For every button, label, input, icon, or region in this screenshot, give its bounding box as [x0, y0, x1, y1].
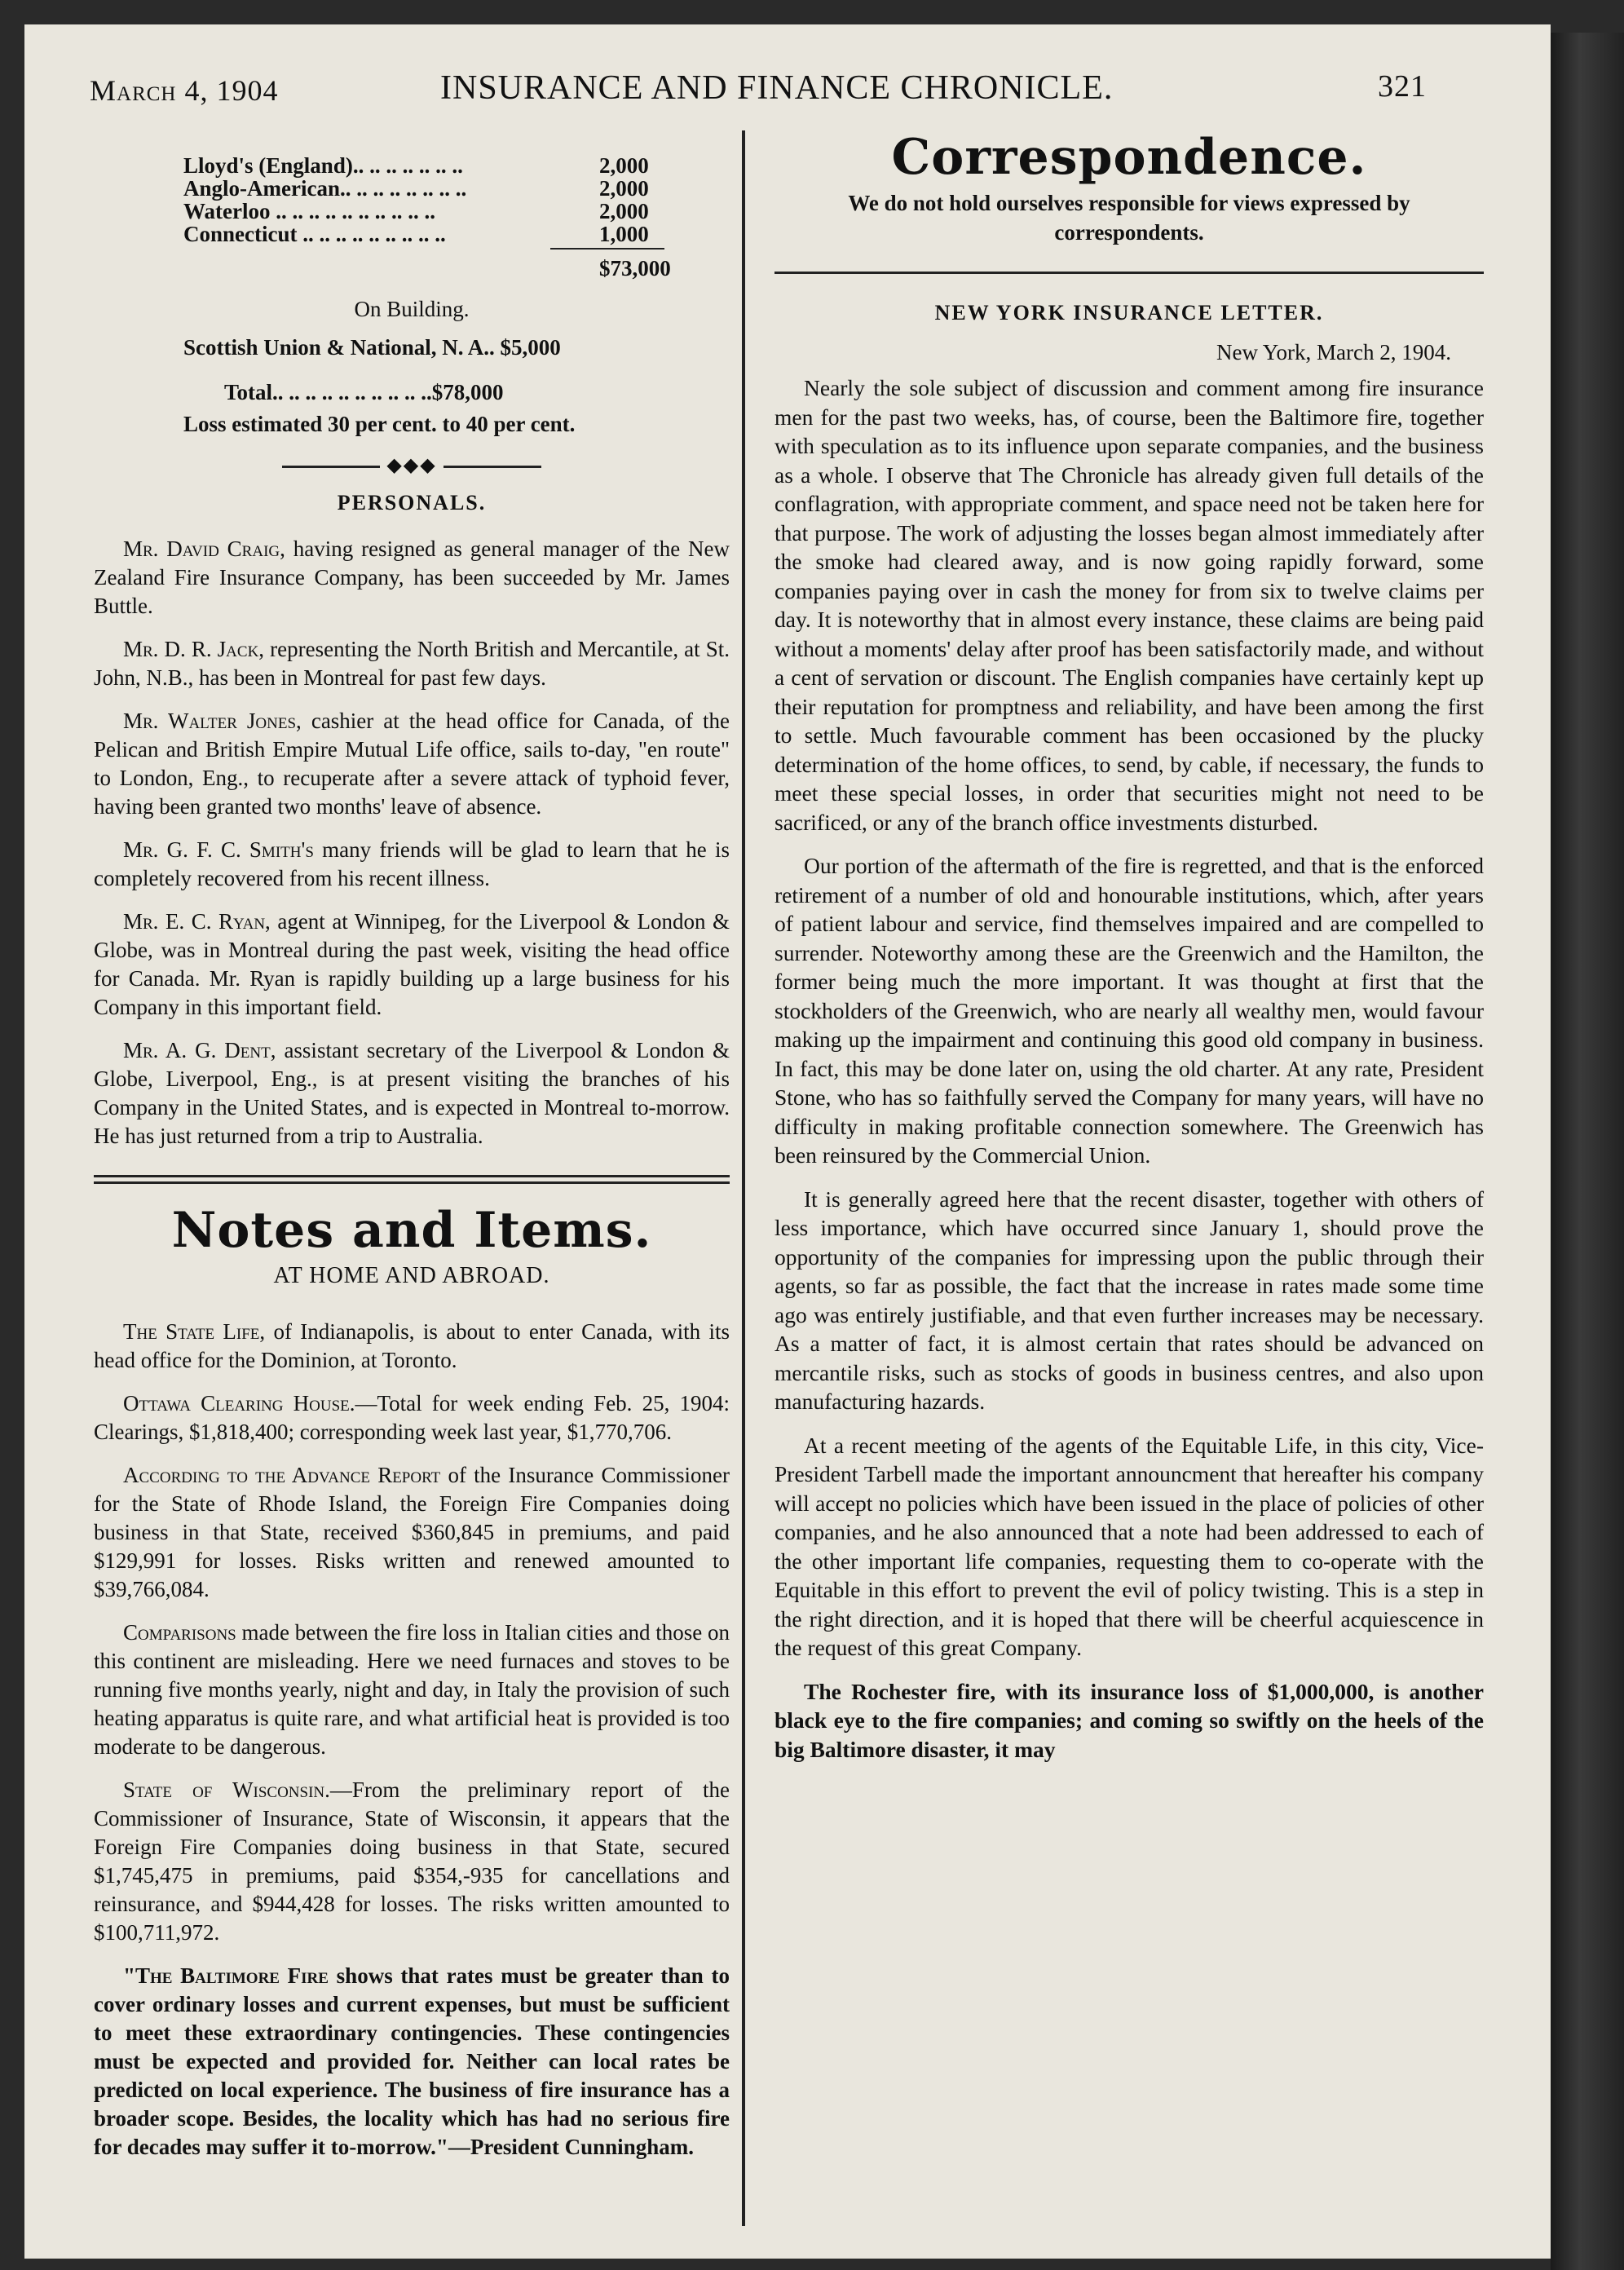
- newspaper-page: [24, 24, 1551, 2259]
- note-lead: Comparisons: [123, 1620, 236, 1645]
- subtotal-rule: [550, 248, 664, 254]
- personal-text: representing the North British and Mercantile, at St. John, N.B., has been in Montreal for past few days.: [94, 637, 730, 690]
- loss-amount: 2,000: [599, 153, 649, 178]
- note-item: [94, 1619, 730, 1761]
- note-item: [94, 1776, 730, 1947]
- right-column: [774, 129, 1484, 1778]
- page-edge-shadow: [1551, 33, 1624, 2270]
- personal-item: [94, 908, 730, 1022]
- note-text: —From the preliminary report of the Commissioner of Insurance, State of Wisconsin, it appears that the Foreign Fire Companies doing business in that State, secured $1,745,475 in premiums, paid $354,-935 for cancellations and reinsurance, and $944,428 for losses. The risks written amounted to $100,711,972.: [94, 1778, 730, 1945]
- letter-paragraph: Nearly the sole subject of discussion and comment among fire insurance men for the past two weeks, has, of course, been the Baltimore fire, together with speculation as to its influence upon separate companies, and the business as a whole. I observe that The Chronicle has already given full details of the conflagration, with appropriate comment, and space need not be taken here for that purpose. The work of adjusting the losses began almost immediately after the smoke had cleared away, and is now going rapidly forward, some companies paying over in cash the money for from six to twelve claims per day. It is noteworthy that in almost every instance, these claims are being paid without a moments' delay after proof has been satisfactorily made, and without a cent of servation or discount. The English companies have certainly kept up their reputation for promptness and reliability, and have been among the first to settle. Much favourable comment has been occasioned by the plucky determination of the home offices, to send, by cable, if necessary, the funds to meet these special losses, in order that securities might not need to be sacrificed, or any of the branch office investments disturbed.: [774, 375, 1484, 835]
- on-building-line: Scottish Union & National, N. A.. $5,000: [183, 335, 561, 360]
- personal-item: [94, 836, 730, 893]
- loss-row: [94, 152, 730, 178]
- loss-subtotal: $73,000: [599, 256, 671, 280]
- personal-text: agent at Winnipeg, for the Liverpool & London & Globe, was in Montreal during the past week, visiting the head office for Canada. Mr. Ryan is rapidly building up a large business for his Company in this important field.: [94, 909, 730, 1019]
- left-column: [94, 147, 730, 2176]
- letter-body: [774, 373, 1484, 1764]
- personal-name: Mr. G. F. C. Smith's: [123, 837, 314, 862]
- loss-estimate: Loss estimated 30 per cent. to 40 per cent.: [183, 412, 576, 436]
- personals-heading: PERSONALS.: [337, 491, 487, 515]
- note-item: [94, 1318, 730, 1375]
- personal-name: Mr. A. G. Dent,: [123, 1038, 276, 1062]
- loss-company: Anglo-American.. .. .. .. .. .. .. ..: [183, 176, 467, 201]
- loss-amount: 2,000: [599, 176, 649, 201]
- personal-name: Mr. E. C. Ryan,: [123, 909, 271, 934]
- letter-title: NEW YORK INSURANCE LETTER.: [934, 301, 1324, 325]
- loss-amount: 1,000: [599, 222, 649, 246]
- loss-row: [94, 220, 730, 246]
- personal-name: Mr. D. R. Jack,: [123, 637, 265, 661]
- section-double-rule: [94, 1175, 730, 1184]
- note-text: of the Insurance Commissioner for the State of Rhode Island, the Foreign Fire Companies doing business in that State, received $360,845 in premiums, and paid $129,991 for losses. Risks written and renewed amounted to $39,766,084.: [94, 1463, 730, 1601]
- loss-row: [94, 197, 730, 223]
- on-building-label: On Building.: [354, 297, 470, 321]
- note-lead: "The Baltimore Fire: [123, 1963, 329, 1988]
- personal-text: having resigned as general manager of the New Zealand Fire Insurance Company, has been succeeded by Mr. James Buttle.: [94, 537, 730, 618]
- personal-item: [94, 535, 730, 620]
- notes-subheading: AT HOME AND ABROAD.: [273, 1263, 550, 1288]
- loss-company: Connecticut .. .. .. .. .. .. .. .. ..: [183, 222, 446, 246]
- personal-text: assistant secretary of the Liverpool & London & Globe, Liverpool, Eng., is at present visiting the branches of his Company in the United States, and is expected in Montreal to-morrow. He has just returned from a trip to Australia.: [94, 1038, 730, 1148]
- correspondence-rule: [774, 272, 1484, 274]
- loss-company: Waterloo .. .. .. .. .. .. .. .. .. ..: [183, 199, 435, 223]
- personal-item: [94, 707, 730, 821]
- letter-paragraph: Our portion of the aftermath of the fire is regretted, and that is the enforced retirement of a number of old and honourable institutions, which, after years of patient labour and service, find themselves impaired and are compelled to surrender. Noteworthy among these are the Greenwich and the Hamilton, the former being much the more important. It was thought at first that the stockholders of the Greenwich, who are nearly all wealthy men, would favour making up the impairment and continuing this good old company in business. In fact, this may be done later on, using the old charter. At any rate, President Stone, who has so faithfully served the Company for many years, will have no difficulty in making profitable connection somewhere. The Greenwich has been reinsured by the Commercial Union.: [774, 853, 1484, 1168]
- personal-text: cashier at the head office for Canada, of the Pelican and British Empire Mutual Life office, sails to-day, "en route" to London, Eng., to recuperate after a severe attack of typhoid fever, having been granted two months' leave of absence.: [94, 709, 730, 819]
- note-item: [94, 1461, 730, 1604]
- loss-row: [94, 174, 730, 201]
- note-text: —Total for week ending Feb. 25, 1904: Clearings, $1,818,400; corresponding week last year, $1,770,706.: [94, 1391, 730, 1444]
- letter-paragraph: It is generally agreed here that the recent disaster, together with others of less importance, which have occurred since January 1, should prove the opportunity of the companies for impressing upon the public through their agents, so far as possible, the fact that the increase in rates made some time ago was entirely justifiable, and that even further increases may be necessary. As a matter of fact, it is almost certain that rates should be advanced on mercantile risks, such as stocks of goods in business centres, and also upon manufacturing hazards.: [774, 1186, 1484, 1414]
- note-lead: State of Wisconsin.: [123, 1778, 330, 1802]
- note-text: of Indianapolis, is about to enter Canada, with its head office for the Dominion, at Toronto.: [94, 1319, 730, 1372]
- correspondence-heading: Correspondence.: [891, 129, 1367, 186]
- loss-table: [94, 152, 730, 280]
- letter-dateline: New York, March 2, 1904.: [1216, 340, 1451, 364]
- note-text: shows that rates must be greater than to cover ordinary losses and current expenses, but must be sufficient to meet these extraordinary contingencies. These contingencies must be expected and provided for. Neither can local rates be predicted on local experience. The business of fire insurance has a broader scope. Besides, the locality which has had no serious fire for decades may suffer it to-morrow."—President Cunningham.: [94, 1963, 730, 2159]
- note-item: [94, 1389, 730, 1446]
- personal-item: [94, 1036, 730, 1150]
- ornament-divider: ◆◆◆: [94, 452, 730, 480]
- personal-item: [94, 635, 730, 692]
- note-text: made between the fire loss in Italian cities and those on this continent are misleading. Here we need furnaces and stoves to be running five months yearly, night and day, in Italy the provision of such heating apparatus is quite rare, and what artificial heat is provided is too moderate to be dangerous.: [94, 1620, 730, 1759]
- publication-title: INSURANCE AND FINANCE CHRONICLE.: [440, 69, 1114, 107]
- loss-subtotal-row: [94, 254, 730, 280]
- page-header: [90, 64, 1427, 113]
- correspondence-disclaimer: We do not hold ourselves responsible for views expressed by correspondents.: [848, 191, 1410, 245]
- letter-paragraph: At a recent meeting of the agents of the Equitable Life, in this city, Vice-President Tarbell made the important announcment that hereafter his company will accept no policies which have been issued in the place of policies of other companies, and he also announced that a note had been addressed to each of the other important life companies, requesting them to co-operate with the Equitable in this effort to prevent the evil of policy twisting. This is a step in the right direction, and it is hoped that there will be cheerful acquiescence in the request of this great Company.: [774, 1432, 1484, 1660]
- letter-paragraph: The Rochester fire, with its insurance loss of $1,000,000, is another black eye to the fire companies; and coming so swiftly on the heels of the big Baltimore disaster, it may: [774, 1678, 1484, 1762]
- column-divider: [742, 130, 745, 2226]
- page-number: 321: [1378, 69, 1427, 104]
- header-date: March 4, 1904: [90, 74, 279, 107]
- total-line: Total.. .. .. .. .. .. .. .. .. ..$78,000: [224, 380, 504, 404]
- note-lead: Ottawa Clearing House.: [123, 1391, 355, 1415]
- personal-name: Mr. David Craig,: [123, 537, 285, 561]
- note-item: [94, 1962, 730, 2162]
- personal-name: Mr. Walter Jones,: [123, 709, 302, 733]
- personal-text: many friends will be glad to learn that he is completely recovered from his recent illness.: [94, 837, 730, 890]
- note-lead: The State Life,: [123, 1319, 266, 1344]
- loss-amount: 2,000: [599, 199, 649, 223]
- note-lead: According to the Advance Report: [123, 1463, 441, 1487]
- personals-list: [94, 535, 730, 1150]
- notes-heading: Notes and Items.: [171, 1202, 652, 1259]
- notes-list: [94, 1318, 730, 2162]
- loss-company: Lloyd's (England).. .. .. .. .. .. ..: [183, 153, 463, 178]
